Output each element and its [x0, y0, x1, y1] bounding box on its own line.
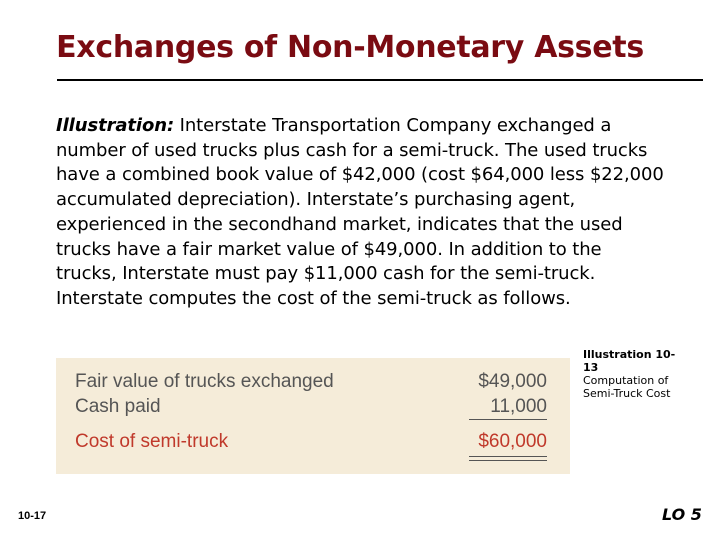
- title-divider: [57, 79, 703, 81]
- row-label: Cost of semi-truck: [75, 431, 229, 452]
- row-label: Cash paid: [75, 396, 161, 417]
- row-amount: $60,000: [478, 431, 547, 452]
- illustration-reference: [583, 348, 688, 400]
- illustration-text: Interstate Transportation Company exchanged a number of used trucks plus cash for a semi-truck. The used trucks have a combined book value of $42,000 (cost $64,000 less $22,000 accumulated depreciation). Interstate’s purchasing agent, experienced in the secondhand market, indicates that the used trucks have a fair market value of $49,000. In addition to the trucks, Interstate must pay $11,000 cash for the semi-truck. Interstate computes the cost of the semi-truck as follows.: [56, 115, 664, 309]
- row-amount: $49,000: [478, 371, 547, 392]
- illustration-paragraph: [56, 114, 664, 312]
- table-row: [75, 370, 547, 394]
- illustration-lead: Illustration:: [56, 115, 175, 136]
- cost-computation-table: [56, 358, 570, 474]
- learning-objective: LO 5: [662, 505, 702, 524]
- double-underline-top: [469, 456, 547, 457]
- page-number: 10-17: [18, 510, 47, 522]
- table-row: [75, 395, 547, 419]
- row-label: Fair value of trucks exchanged: [75, 371, 334, 392]
- slide-title: Exchanges of Non-Monetary Assets: [56, 30, 644, 65]
- double-underline-bottom: [469, 460, 547, 461]
- illustration-caption: Computation of Semi-Truck Cost: [583, 374, 671, 400]
- table-row-total: [75, 430, 547, 454]
- illustration-number: Illustration 10-13: [583, 348, 676, 374]
- row-amount: 11,000: [469, 395, 547, 420]
